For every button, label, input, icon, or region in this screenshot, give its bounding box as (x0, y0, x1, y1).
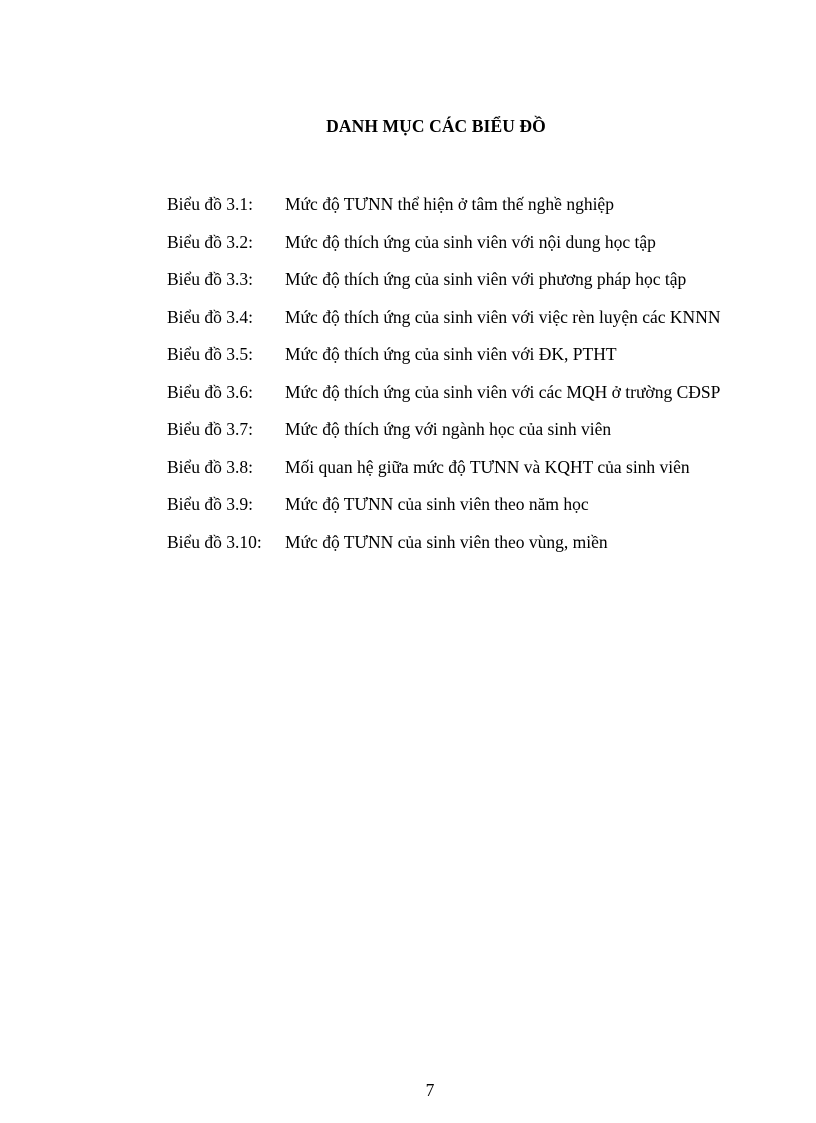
entry-title: Mức độ thích ứng của sinh viên với nội dung học tập (285, 231, 656, 252)
entry-title: Mức độ thích ứng với ngành học của sinh viên (285, 419, 612, 440)
entry-title: Mối quan hệ giữa mức độ TƯNN và KQHT của sinh viên (285, 456, 690, 477)
entry-label: Biểu đồ 3.7: (167, 419, 254, 440)
entry-label: Biểu đồ 3.5: (167, 344, 254, 365)
entry-title: Mức độ TƯNN thể hiện ở tâm thế nghề nghiệp (285, 194, 614, 215)
entry-label: Biểu đồ 3.1: (167, 194, 254, 215)
list-item (167, 374, 720, 412)
entry-title: Mức độ thích ứng của sinh viên với ĐK, PTHT (285, 344, 617, 365)
entry-title: Mức độ thích ứng của sinh viên với phương pháp học tập (285, 269, 687, 290)
entry-label: Biểu đồ 3.4: (167, 306, 254, 327)
list-item (167, 449, 720, 487)
list-item (167, 411, 720, 449)
entry-label: Biểu đồ 3.3: (167, 269, 254, 290)
page-number: 7 (425, 1080, 435, 1100)
list-item (167, 524, 720, 562)
list-item (167, 299, 720, 337)
entry-title: Mức độ thích ứng của sinh viên với các MQH ở trường CĐSP (285, 381, 721, 402)
entry-label: Biểu đồ 3.2: (167, 231, 254, 252)
entry-title: Mức độ thích ứng của sinh viên với việc rèn luyện các KNNN (285, 306, 721, 327)
list-item (167, 486, 720, 524)
entry-title: Mức độ TƯNN của sinh viên theo năm học (285, 494, 589, 515)
entry-label: Biểu đồ 3.8: (167, 456, 254, 477)
page-title: DANH MỤC CÁC BIỂU ĐỒ (326, 116, 546, 136)
entry-label: Biểu đồ 3.10: (167, 531, 262, 552)
entry-label: Biểu đồ 3.9: (167, 494, 254, 515)
list-item (167, 261, 720, 299)
list-item (167, 186, 720, 224)
chart-list (167, 186, 720, 561)
list-item (167, 224, 720, 262)
entry-label: Biểu đồ 3.6: (167, 381, 254, 402)
entry-title: Mức độ TƯNN của sinh viên theo vùng, miền (285, 531, 608, 552)
list-item (167, 336, 720, 374)
